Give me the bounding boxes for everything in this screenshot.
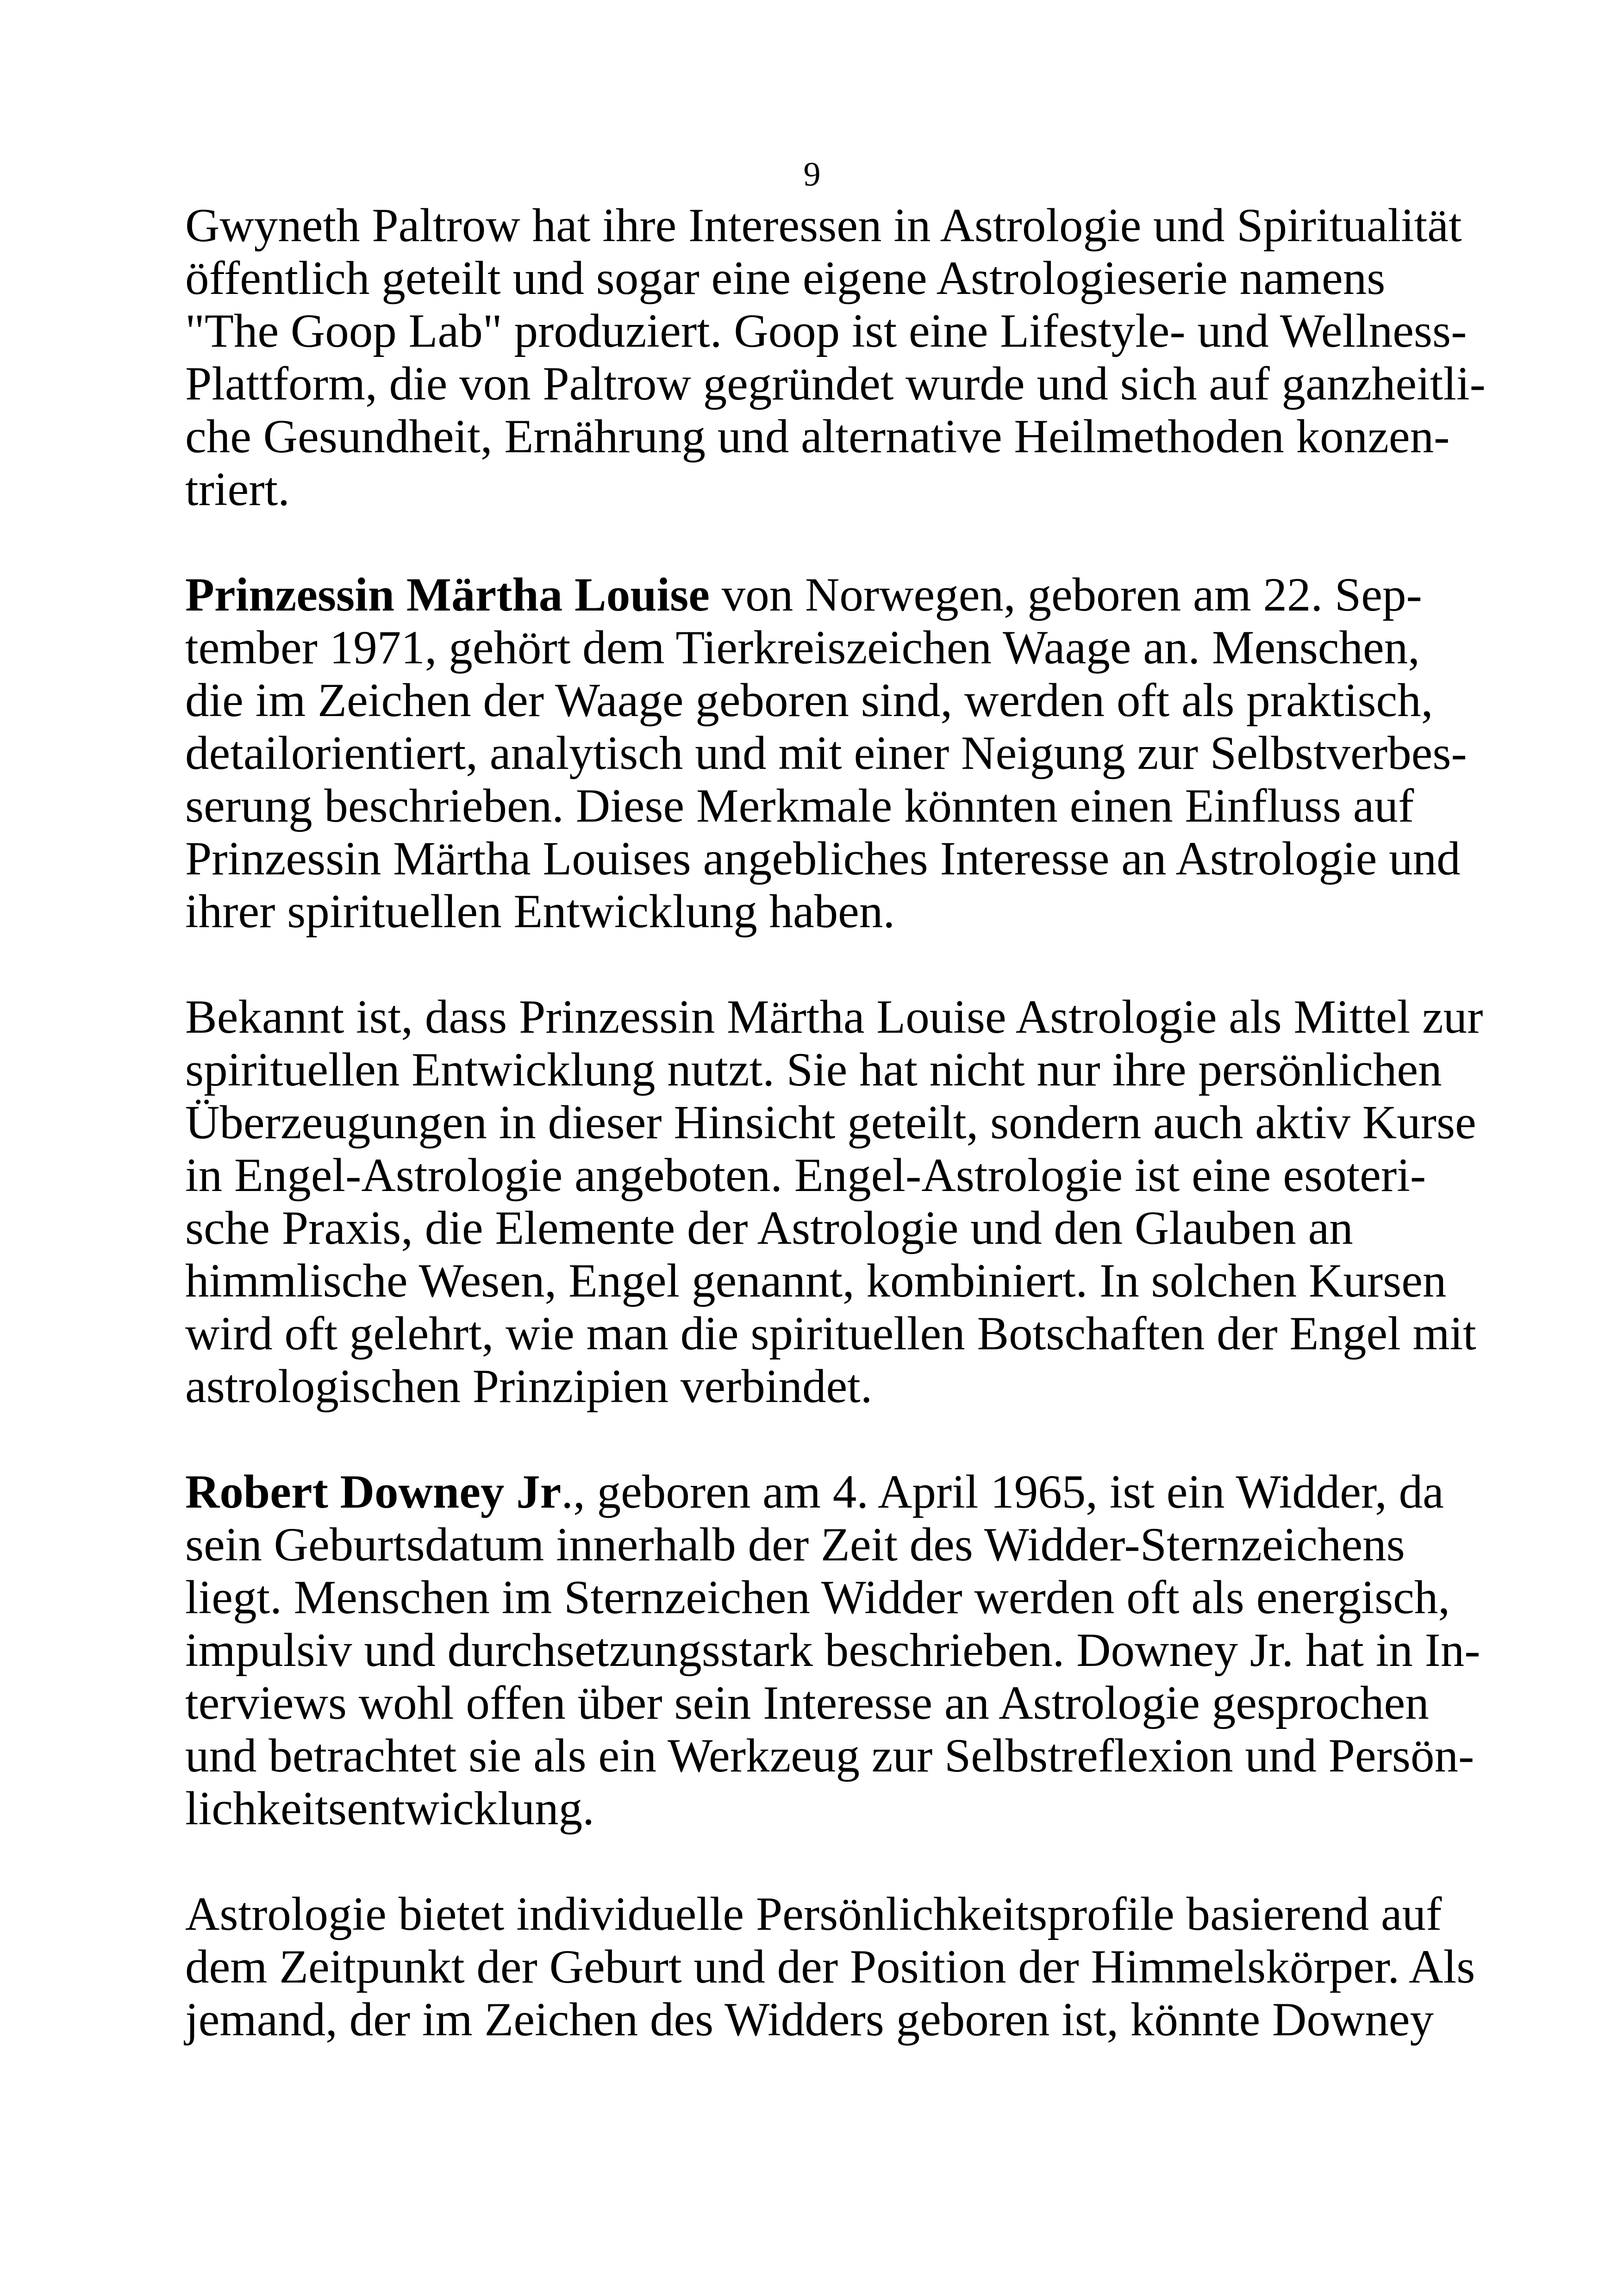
text-line: detailorientiert, analytisch und mit einer Neigung zur Selbstverbes-: [185, 727, 1467, 780]
text-line: che Gesundheit, Ernährung und alternative Heilmethoden konzen-: [185, 410, 1450, 463]
text-line: serung beschrieben. Diese Merkmale könnten einen Einfluss auf: [185, 780, 1414, 832]
text-line: dem Zeitpunkt der Geburt und der Position der Himmelskörper. Als: [185, 1940, 1475, 1993]
text-line: himmlische Wesen, Engel genannt, kombiniert. In solchen Kursen: [185, 1254, 1447, 1307]
text-line: tember 1971, gehört dem Tierkreiszeichen Waage an. Menschen,: [185, 621, 1420, 674]
text-line: triert.: [185, 463, 290, 516]
text-line: [185, 568, 1435, 621]
text-line: öffentlich geteilt und sogar eine eigene Astrologieserie namens: [185, 252, 1386, 305]
text-line: in Engel-Astrologie angeboten. Engel-Astrologie ist eine esoteri-: [185, 1149, 1426, 1202]
text-line: Prinzessin Märtha Louises angebliches Interesse an Astrologie und: [185, 832, 1461, 885]
paragraph-persoenlichkeitsprofile: [185, 1888, 1475, 2046]
text-line: liegt. Menschen im Sternzeichen Widder werden oft als energisch,: [185, 1571, 1450, 1624]
text-line: spirituellen Entwicklung nutzt. Sie hat nicht nur ihre persönlichen: [185, 1043, 1442, 1096]
text-line: lichkeitsentwicklung.: [185, 1782, 594, 1835]
text-line: [185, 1466, 1444, 1518]
text-line: die im Zeichen der Waage geboren sind, werden oft als praktisch,: [185, 674, 1433, 727]
text-line: Plattform, die von Paltrow gegründet wurde und sich auf ganzheitli-: [185, 357, 1486, 410]
bold-name: Robert Downey Jr: [185, 1466, 562, 1518]
paragraph-gap: [185, 938, 1435, 991]
text-line: astrologischen Prinzipien verbindet.: [185, 1360, 873, 1413]
text-line: impulsiv und durchsetzungsstark beschrieben. Downey Jr. hat in In-: [185, 1624, 1480, 1677]
text-line: ihrer spirituellen Entwicklung haben.: [185, 885, 895, 938]
body-text: [185, 199, 1486, 2046]
paragraph-gap: [185, 1413, 1435, 1466]
text-line: terviews wohl offen über sein Interesse an Astrologie gesprochen: [185, 1677, 1429, 1729]
paragraph-robert-downey: [185, 1466, 1480, 1835]
text-line: jemand, der im Zeichen des Widders geboren ist, könnte Downey: [185, 1993, 1434, 2046]
text-line: Bekannt ist, dass Prinzessin Märtha Louise Astrologie als Mittel zur: [185, 991, 1483, 1043]
line-rest: ., geboren am 4. April 1965, ist ein Widder, da: [561, 1466, 1444, 1518]
bold-name: Prinzessin Märtha Louise: [185, 568, 710, 621]
text-line: wird oft gelehrt, wie man die spirituellen Botschaften der Engel mit: [185, 1307, 1476, 1360]
text-line: Astrologie bietet individuelle Persönlichkeitsprofile basierend auf: [185, 1888, 1442, 1940]
text-line: Gwyneth Paltrow hat ihre Interessen in Astrologie und Spiritualität: [185, 199, 1462, 252]
text-line: "The Goop Lab" produziert. Goop ist eine Lifestyle- und Wellness-: [185, 305, 1467, 357]
page-number: 9: [803, 156, 821, 193]
paragraph-engel-astrologie: [185, 991, 1483, 1413]
paragraph-gap: [185, 1835, 1435, 1888]
line-rest: von Norwegen, geboren am 22. Sep-: [709, 568, 1422, 621]
text-line: sche Praxis, die Elemente der Astrologie und den Glauben an: [185, 1202, 1353, 1254]
text-line: Überzeugungen in dieser Hinsicht geteilt, sondern auch aktiv Kurse: [185, 1096, 1476, 1149]
text-line: sein Geburtsdatum innerhalb der Zeit des Widder-Sternzeichens: [185, 1518, 1405, 1571]
paragraph-gap: [185, 516, 1435, 568]
paragraph-maertha-louise: [185, 568, 1467, 938]
text-line: und betrachtet sie als ein Werkzeug zur Selbstreflexion und Persön-: [185, 1729, 1474, 1782]
paragraph-gwyneth-paltrow: [185, 199, 1486, 516]
